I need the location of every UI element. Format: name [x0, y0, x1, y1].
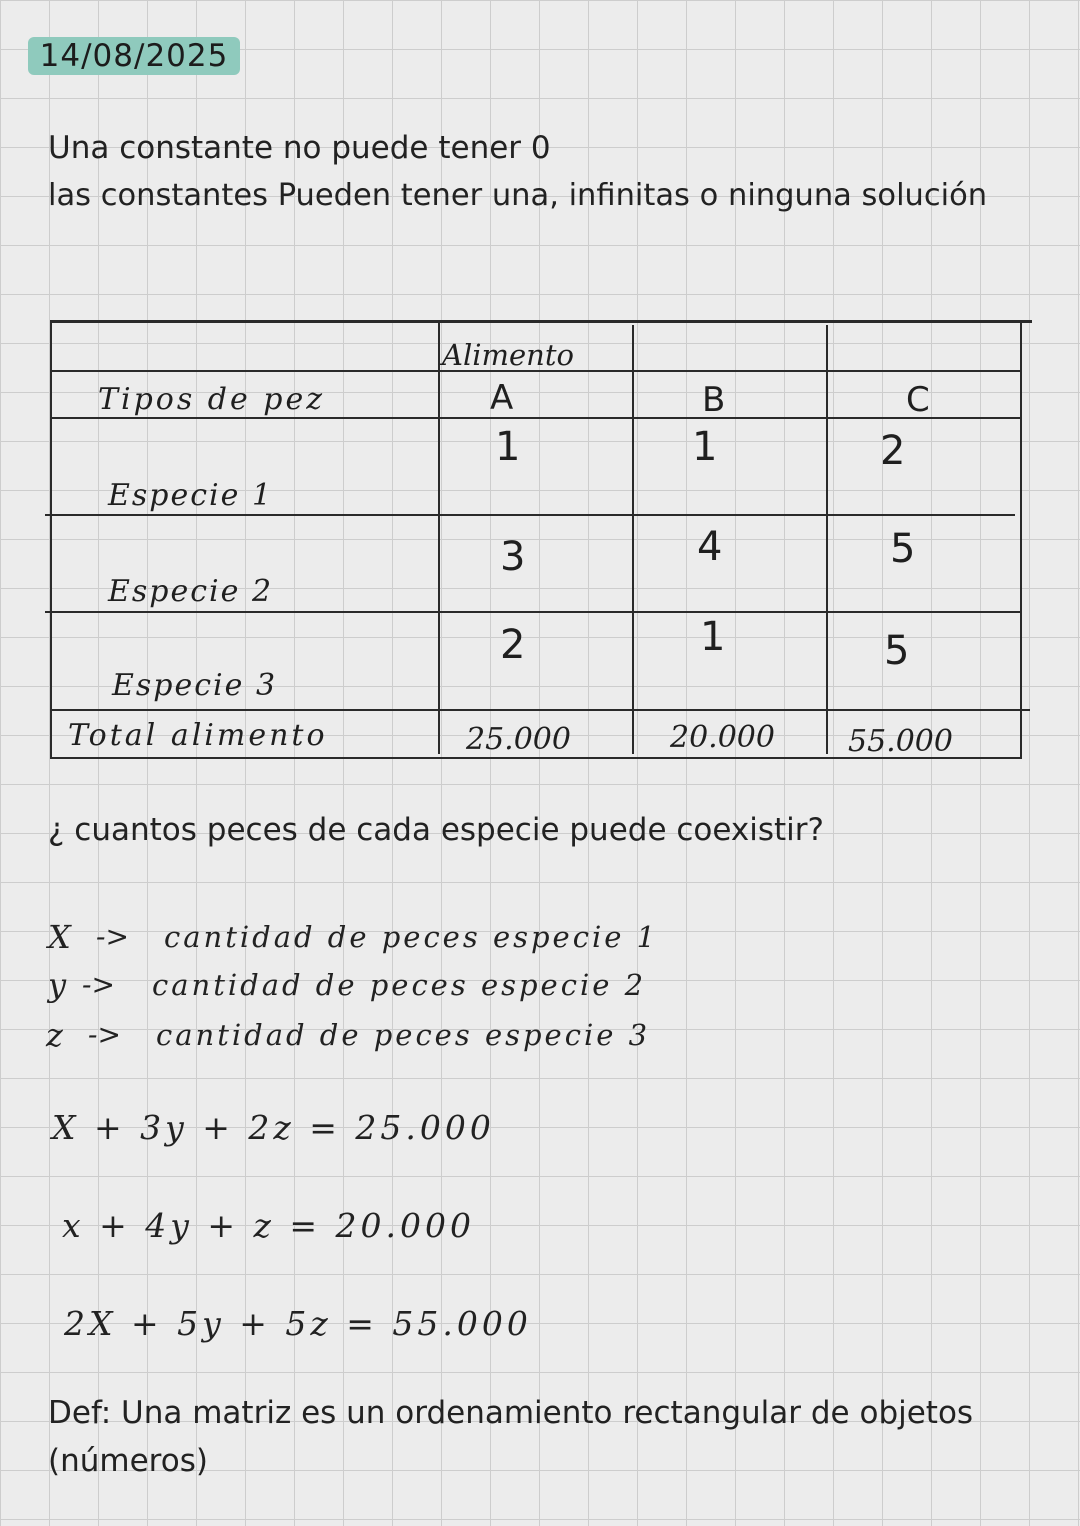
arrow-icon: ->: [96, 920, 129, 953]
row-label: Especie 1: [108, 478, 274, 513]
equation: x + 4y + z = 20.000: [62, 1206, 475, 1245]
total-label: Total alimento: [68, 718, 328, 753]
variable-symbol: z: [46, 1016, 63, 1054]
arrow-icon: ->: [88, 1018, 121, 1051]
table-cell: 5: [884, 628, 910, 674]
table-rule: [50, 320, 1032, 323]
total-cell: 25.000: [466, 722, 571, 757]
row-header: Tipos de pez: [98, 382, 326, 417]
intro-line-1: Una constante no puede tener 0: [48, 130, 551, 166]
table-rule: [50, 709, 1030, 711]
variable-symbol: X: [48, 918, 71, 956]
table-cell: 4: [697, 524, 723, 570]
table-rule: [50, 320, 52, 759]
table-cell: 2: [880, 428, 906, 474]
variable-symbol: y: [48, 966, 67, 1004]
table-rule: [826, 325, 828, 754]
total-cell: 20.000: [670, 720, 775, 755]
row-label: Especie 3: [112, 668, 278, 703]
table-cell: 2: [500, 622, 526, 668]
table-rule: [438, 320, 440, 754]
variable-description: cantidad de peces especie 3: [156, 1018, 651, 1052]
table-cell: 3: [500, 534, 526, 580]
table-cell: 5: [890, 526, 916, 572]
table-rule: [45, 611, 1022, 613]
table-cell: 1: [692, 424, 718, 470]
date-badge: 14/08/2025: [28, 37, 240, 75]
table-rule: [1020, 320, 1022, 759]
table-rule: [45, 514, 1015, 516]
equation: X + 3y + 2z = 25.000: [52, 1108, 495, 1147]
question: ¿ cuantos peces de cada especie puede coexistir?: [48, 812, 824, 848]
table-cell: 1: [700, 614, 726, 660]
col-group-header: Alimento: [442, 338, 574, 372]
definition-line-2: (números): [48, 1443, 208, 1479]
column-header: A: [490, 378, 514, 418]
definition-line-1: Def: Una matriz es un ordenamiento rectangular de objetos: [48, 1395, 974, 1431]
variable-description: cantidad de peces especie 1: [164, 920, 659, 954]
column-header: C: [906, 380, 930, 420]
table-rule: [632, 325, 634, 754]
intro-line-2: las constantes Pueden tener una, infinitas o ninguna solución: [48, 178, 988, 213]
arrow-icon: ->: [82, 968, 115, 1001]
table-rule: [50, 417, 1022, 419]
variable-description: cantidad de peces especie 2: [152, 968, 647, 1002]
total-cell: 55.000: [848, 724, 953, 759]
table-cell: 1: [495, 424, 521, 470]
equation: 2X + 5y + 5z = 55.000: [64, 1304, 532, 1343]
column-header: B: [702, 380, 726, 420]
row-label: Especie 2: [108, 574, 274, 609]
fish-food-table: [50, 320, 1022, 760]
